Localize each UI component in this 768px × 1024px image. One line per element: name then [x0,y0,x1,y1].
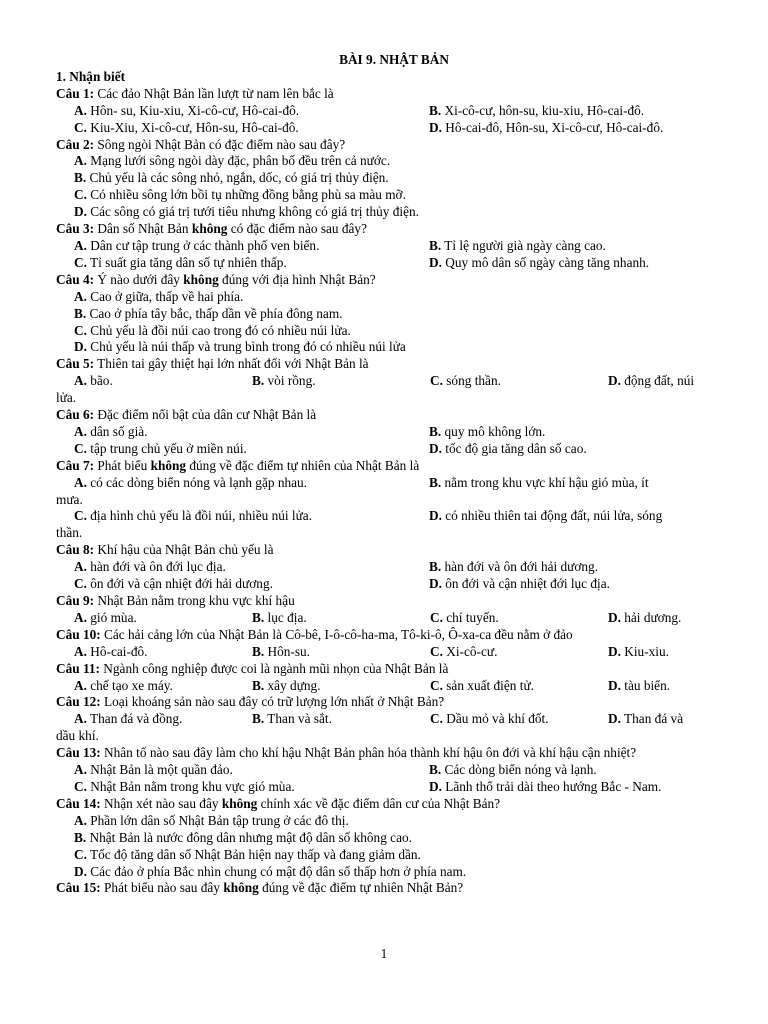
option-text: Kiu-Xiu, Xi-cô-cư, Hôn-su, Hô-cai-đô. [86,119,299,135]
answer-option [429,559,712,576]
option-text: tập trung chủ yếu ở miền núi. [86,440,247,456]
question-text: Nhận xét nào sau đây [100,795,222,811]
answer-option [252,711,430,728]
question [56,272,712,357]
answer-option [74,103,429,120]
option-letter: C. [430,711,443,727]
question-text-end: đúng với địa hình Nhật Bản? [218,271,376,287]
option-letter: D. [74,863,87,879]
option-letter: B. [429,762,442,778]
option-letter: A. [74,373,87,389]
option-text: Nhật Bản là một quần đảo. [86,762,233,778]
option-text: Tỉ suất gia tăng dân số tự nhiên thấp. [86,254,287,270]
option-text: Tỉ lệ người già ngày càng cao. [441,237,606,253]
option-letter: D. [429,576,442,592]
answer-option [74,441,429,458]
option-letter: C. [430,643,443,659]
answer-option [429,255,712,272]
option-text: Hôn- su, Kiu-xiu, Xi-cô-cư, Hô-cai-đô. [86,102,300,118]
option-text: Dân cư tập trung ở các thành phố ven biển. [86,237,320,253]
option-text: chí tuyến. [442,609,499,625]
question-text: Sông ngòi Nhật Bản có đặc điểm nào sau đây? [94,136,346,152]
question-stem [56,86,712,103]
answer-option [608,644,712,661]
question-text: Các đảo Nhật Bản lần lượt từ nam lên bắc là [94,85,334,101]
question [56,694,712,745]
answer-option [74,610,252,627]
question-text: Nhật Bản nằm trong khu vực khí hậu [94,593,295,608]
option-letter: B. [429,423,442,439]
option-letter: C. [74,187,87,203]
option-letter: A. [74,677,87,693]
option-text: tốc độ gia tăng dân số cao. [441,440,587,456]
page-title: BÀI 9. NHẬT BẢN [339,52,449,67]
answer-option [252,610,430,627]
question [56,86,712,137]
option-letter: B. [429,102,442,118]
question-label: Câu 9: [56,593,95,608]
question-text: Đặc điểm nổi bật của dân cư Nhật Bản là [94,407,317,423]
option-text: Chủ yếu là đồi núi cao trong đó có nhiều núi lửa. [86,322,351,338]
question-stem [56,745,712,762]
option-letter: A. [74,812,87,828]
option-letter: B. [252,711,265,727]
answer-option [430,644,608,661]
option-text: quy mô không lớn. [441,423,546,439]
option-letter: B. [252,643,265,659]
question-label: Câu 15: [56,880,101,896]
question [56,407,712,458]
option-letter: A. [74,423,87,439]
option-letter: C. [74,440,87,456]
answer-option [74,678,252,695]
option-letter: B. [252,373,265,389]
question [56,627,712,661]
option-letter: D. [608,609,621,625]
answer-option [74,644,252,661]
option-text: Chủ yếu là núi thấp và trung bình trong đó có nhiều núi lửa [86,339,406,355]
answer-option [74,475,429,492]
option-text: Hô-cai-đô, Hôn-su, Xi-cô-cư, Hô-cai-đô. [441,119,664,135]
question [56,796,712,881]
option-text: lục địa. [264,609,307,625]
question-list [56,86,712,898]
option-text: chế tạo xe máy. [86,677,173,693]
answer-option [608,678,712,695]
option-letter: D. [429,508,442,524]
option-letter: C. [430,677,443,693]
answer-option [429,779,712,796]
answer-overflow: lửa. [56,390,77,406]
answer-row [56,644,712,661]
option-letter: D. [74,204,87,220]
answer-row [56,153,712,170]
answer-option [429,762,712,779]
answer-row [56,289,712,306]
option-text: nằm trong khu vực khí hậu gió mùa, ít [441,474,649,490]
question-text: Thiên tai gây thiệt hại lớn nhất đối với Nhật Bản là [94,356,369,372]
option-text: Cao ở giữa, thấp về hai phía. [86,288,244,304]
question-emphasis: không [221,795,258,811]
answer-row [56,576,712,593]
question-label: Câu 6: [56,407,95,423]
option-letter: C. [74,846,87,862]
question-label: Câu 4: [56,271,95,287]
question-stem [56,694,712,711]
option-text: Than và sắt. [264,711,332,727]
answer-option [74,576,429,593]
question-text: Loại khoáng sản nào sau đây có trữ lượng lớn nhất ở Nhật Bản? [100,694,445,710]
question [56,221,712,272]
question-stem [56,627,712,644]
answer-option [429,475,712,492]
question-text: Phát biểu nào sau đây [100,880,224,896]
answer-row [56,830,712,847]
question-label: Câu 11: [56,660,100,676]
answer-option [608,373,712,390]
question-text: Ngành công nghiệp được coi là ngành mũi nhọn của Nhật Bản là [99,660,449,676]
option-letter: B. [429,559,442,575]
option-text: Mạng lưới sông ngòi dày đặc, phân bố đều trên cả nước. [86,153,391,169]
question-stem [56,356,712,373]
question-emphasis: không [191,221,228,237]
option-letter: B. [74,170,87,186]
option-text: hải dương. [620,609,682,625]
option-text: hàn đới và ôn đới hải dương. [441,559,599,575]
answer-option [430,610,608,627]
question-stem [56,593,712,610]
option-letter: A. [74,762,87,778]
question-text: Ý nào dưới đây [94,271,184,287]
option-letter: D. [608,643,621,659]
answer-option [608,711,712,728]
answer-row [56,508,712,525]
option-letter: B. [429,474,442,490]
option-letter: D. [429,440,442,456]
answer-option [74,508,429,525]
option-text: Xi-cô-cư, hôn-su, kiu-xiu, Hô-cai-đô. [441,102,645,118]
answer-row [56,255,712,272]
page-number: 1 [380,946,388,961]
answer-option [74,238,429,255]
option-text: ôn đới và cận nhiệt đới hải dương. [86,576,273,592]
question-text-end: chính xác về đặc điểm dân cư của Nhật Bản? [257,795,501,811]
question-text: Dân số Nhật Bản [94,221,192,237]
option-text: vòi rồng. [264,373,316,389]
answer-row [56,711,712,728]
answer-row [56,187,712,204]
answer-option [252,678,430,695]
option-text: hàn đới và ôn đới lục địa. [86,559,226,575]
answer-option [430,373,608,390]
question-stem [56,880,712,897]
question-text-end: có đặc điểm nào sau đây? [227,221,367,237]
question [56,661,712,695]
answer-row [56,339,712,356]
option-letter: B. [74,829,87,845]
option-text: Xi-cô-cư. [442,643,498,659]
option-letter: C. [430,373,443,389]
answer-row [56,306,712,323]
answer-option [252,644,430,661]
answer-option [74,424,429,441]
answer-row [56,762,712,779]
option-letter: A. [74,559,87,575]
question-emphasis: không [150,457,187,473]
option-letter: D. [74,339,87,355]
option-letter: A. [74,474,87,490]
answer-option [429,120,712,137]
option-letter: D. [608,711,621,727]
option-text: Lãnh thổ trải dài theo hướng Bắc - Nam. [441,778,662,794]
question-label: Câu 14: [56,795,101,811]
answer-overflow: mưa. [56,491,83,507]
option-letter: A. [74,102,87,118]
option-text: gió mùa. [86,609,137,625]
answer-row [56,847,712,864]
option-letter: A. [74,711,87,727]
question [56,880,712,897]
answer-row [56,373,712,390]
option-letter: A. [74,237,87,253]
option-text: Phần lớn dân số Nhật Bản tập trung ở các đô thị. [86,812,349,828]
option-letter: D. [429,254,442,270]
option-text: Kiu-xiu. [620,643,669,659]
answer-option [429,441,712,458]
answer-option [252,373,430,390]
question-stem [56,221,712,238]
answer-row [56,103,712,120]
option-letter: D. [608,677,621,693]
option-letter: D. [608,373,621,389]
question [56,593,712,627]
answer-option [74,711,252,728]
answer-option [429,576,712,593]
answer-option [429,103,712,120]
option-letter: B. [252,609,265,625]
question [56,458,712,543]
option-text: Nhật Bản nằm trong khu vực gió mùa. [86,778,295,794]
option-text: Chủ yếu là các sông nhỏ, ngắn, dốc, có giá trị thủy điện. [86,170,389,186]
answer-option [430,678,608,695]
question [56,542,712,593]
document-page [56,52,712,897]
option-text: tàu biển. [620,677,671,693]
answer-option [429,424,712,441]
option-letter: B. [429,237,442,253]
question-label: Câu 13: [56,745,101,761]
option-letter: C. [74,508,87,524]
answer-row [56,204,712,221]
answer-row [56,441,712,458]
option-letter: C. [430,609,443,625]
option-text: có nhiều thiên tai động đất, núi lửa, sóng [441,508,663,524]
option-text: Hôn-su. [264,643,311,659]
option-letter: A. [74,288,87,304]
option-letter: C. [74,119,87,135]
option-text: có các dòng biển nóng và lạnh gặp nhau. [86,474,308,490]
answer-row [56,475,712,492]
option-letter: A. [74,609,87,625]
option-text: Các đảo ở phía Bắc nhìn chung có mật độ dân số thấp hơn ở phía nam. [86,863,467,879]
option-text: Tốc độ tăng dân số Nhật Bản hiện nay thấp và đang giảm dần. [86,846,421,862]
option-text: sản xuất điện tử. [442,677,534,693]
question-stem [56,796,712,813]
answer-row [56,120,712,137]
question-text: Nhân tố nào sau đây làm cho khí hậu Nhật Bản phân hóa thành khí hậu ôn đới và khí hậu cận nhiệt? [100,745,637,761]
question-stem [56,272,712,289]
question-label: Câu 1: [56,85,95,101]
option-letter: C. [74,322,87,338]
question-label: Câu 3: [56,221,95,237]
question-label: Câu 12: [56,694,101,710]
question-stem [56,542,712,559]
answer-overflow: dầu khí. [56,728,99,744]
answer-option [608,610,712,627]
question-text: Phát biểu [94,457,151,473]
option-text: Cao ở phía tây bắc, thấp dần về phía đông nam. [86,305,343,321]
answer-option [74,559,429,576]
answer-option [74,255,429,272]
question-label: Câu 7: [56,457,95,473]
answer-option [429,508,712,525]
answer-row [56,424,712,441]
option-letter: D. [429,778,442,794]
option-letter: B. [74,305,87,321]
question-text-end: đúng về đặc điểm tự nhiên Nhật Bản? [258,880,464,896]
question-stem [56,458,712,475]
question-text-end: đúng về đặc điểm tự nhiên của Nhật Bản là [186,457,420,473]
option-text: xây dựng. [264,677,321,693]
answer-row [56,779,712,796]
answer-option [74,762,429,779]
option-text: Các sông có giá trị tưới tiêu nhưng không có giá trị thủy điện. [86,204,419,220]
option-text: Than đá và đồng. [86,711,183,727]
question-label: Câu 8: [56,542,95,558]
option-text: Có nhiều sông lớn bồi tụ những đồng bằng phù sa màu mỡ. [86,187,406,203]
option-text: Hô-cai-đô. [86,643,148,659]
question-stem [56,661,712,678]
option-letter: D. [429,119,442,135]
option-text: động đất, núi [620,373,695,389]
option-text: Nhật Bản là nước đông dân nhưng mật độ dân số không cao. [86,829,412,845]
option-letter: A. [74,153,87,169]
answer-row [56,813,712,830]
option-text: bão. [86,373,113,389]
question-emphasis: không [183,271,219,287]
option-text: Dầu mỏ và khí đốt. [442,711,549,727]
question-label: Câu 10: [56,626,101,642]
question-stem [56,407,712,424]
option-text: địa hình chủ yếu là đồi núi, nhiều núi lửa. [86,508,313,524]
option-text: Than đá và [620,711,684,727]
question-stem [56,137,712,154]
option-letter: C. [74,778,87,794]
answer-row [56,864,712,881]
option-text: Các dòng biển nóng và lạnh. [441,762,597,778]
question-text: Khí hậu của Nhật Bản chủ yếu là [94,542,274,558]
option-letter: C. [74,254,87,270]
answer-row [56,559,712,576]
option-letter: C. [74,576,87,592]
answer-row [56,323,712,340]
answer-row [56,610,712,627]
answer-overflow: thần. [56,525,83,541]
answer-row [56,170,712,187]
question-label: Câu 5: [56,356,95,372]
answer-option [74,373,252,390]
answer-option [74,779,429,796]
question [56,137,712,222]
question [56,745,712,796]
answer-option [430,711,608,728]
option-text: dân số già. [86,423,148,439]
answer-row [56,238,712,255]
question-text: Các hải cảng lớn của Nhật Bản là Cô-bê, I-ô-cô-ha-ma, Tô-ki-ô, Ô-xa-ca đều nằm ở đảo [100,626,573,642]
answer-row [56,678,712,695]
question-label: Câu 2: [56,136,95,152]
answer-option [74,120,429,137]
section-heading: 1. Nhận biết [56,68,126,84]
option-text: sóng thần. [442,373,501,389]
option-text: ôn đới và cận nhiệt đới lục địa. [441,576,610,592]
answer-option [429,238,712,255]
question [56,356,712,407]
option-text: Quy mô dân số ngày càng tăng nhanh. [441,254,650,270]
option-letter: B. [252,677,265,693]
option-letter: A. [74,643,87,659]
question-emphasis: không [223,880,259,896]
